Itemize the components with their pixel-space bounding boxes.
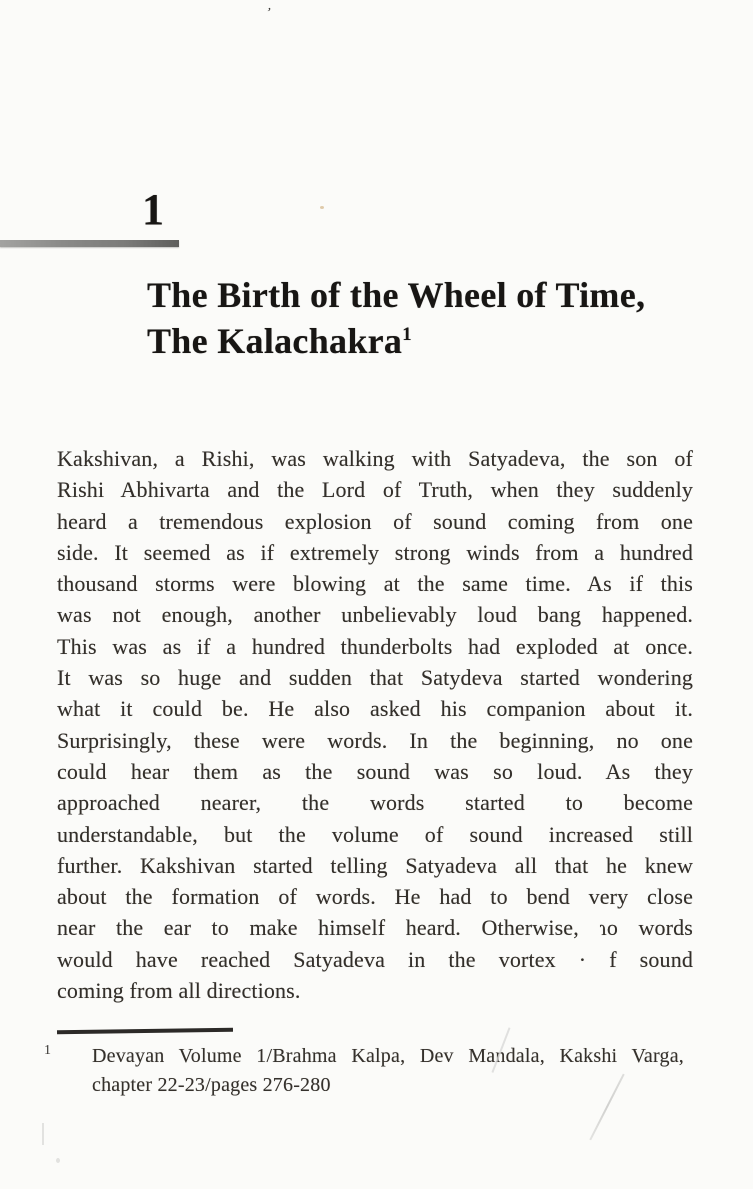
chapter-rule [0,240,179,247]
body-line: side. It seemed as if extremely strong winds from a hundred [57,539,693,565]
chapter-number: 1 [142,185,165,234]
body-line: Rishi Abhivarta and the Lord of Truth, when they suddenly [57,477,693,503]
body-line: near the ear to make himself heard. Otherwise, ɿo words [57,915,693,941]
footnote-marker: 1 [44,1043,51,1058]
body-line: what it could be. He also asked his companion about it. [57,696,693,722]
footnote-reference: 1 [402,324,412,345]
body-line: further. Kakshivan started telling Satyadeva all that he knew [57,852,693,878]
body-line: heard a tremendous explosion of sound coming from one [57,508,693,534]
body-line: coming from all directions. [57,978,301,1004]
body-line: Kakshivan, a Rishi, was walking with Satyadeva, the son of [57,446,693,471]
body-line: about the formation of words. He had to bend very close [57,884,693,910]
footnote-line: Devayan Volume 1/Brahma Kalpa, Dev Mandala, Kakshi Varga, [92,1045,684,1067]
scan-mark [42,1123,44,1145]
scan-speck-dot [320,206,324,209]
body-line: was not enough, another unbelievably loud bang happened. [57,602,693,628]
body-line: This was as if a hundred thunderbolts had exploded at once. [57,633,693,659]
footnote-rule [57,1028,233,1034]
chapter-title-line1: The Birth of the Wheel of Time, [147,275,646,315]
body-line: Surprisingly, these were words. In the beginning, no one [57,727,693,753]
chapter-title [147,272,707,364]
body-line: understandable, but the volume of sound increased still [57,821,693,847]
scan-speck-apostrophe: ’ [264,5,273,22]
footnote [92,1042,684,1100]
body-paragraph [57,443,693,1006]
body-line: thousand storms were blowing at the same time. As if this [57,571,693,597]
chapter-title-line2: The Kalachakra$^1$ [147,321,412,361]
body-line: would have reached Satyadeva in the vortex · f sound [57,946,693,972]
body-line: could hear them as the sound was so loud. As they [57,758,693,784]
body-line: approached nearer, the words started to become [57,790,693,816]
body-line: It was so huge and sudden that Satydeva started wondering [57,665,693,691]
scan-mark [56,1158,60,1163]
footnote-line: chapter 22-23/pages 276-280 [92,1074,331,1096]
